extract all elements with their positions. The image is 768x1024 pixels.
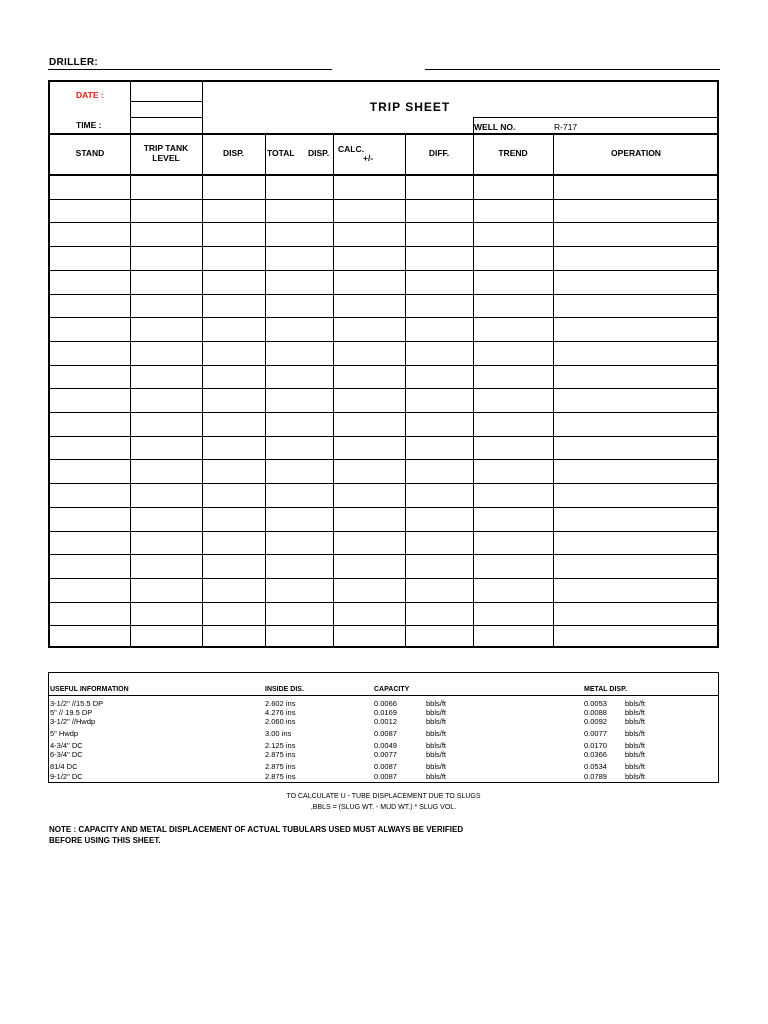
- trip-cell[interactable]: [334, 271, 404, 293]
- trip-cell[interactable]: [554, 555, 718, 577]
- well-no-top: [473, 117, 717, 118]
- useful-info-table: [48, 672, 719, 783]
- trip-cell[interactable]: [131, 460, 201, 482]
- trip-cell[interactable]: [131, 555, 201, 577]
- trip-cell[interactable]: [554, 295, 718, 317]
- trip-cell[interactable]: [203, 626, 264, 648]
- trip-cell[interactable]: [266, 555, 332, 577]
- info-metal-unit: bbls/ft: [625, 717, 646, 726]
- info-header-metal: METAL DISP.: [584, 686, 627, 693]
- trip-cell[interactable]: [131, 389, 201, 411]
- trip-cell[interactable]: [203, 508, 264, 530]
- info-tubular-name: 6-3/4" DC: [50, 750, 83, 759]
- trip-cell[interactable]: [51, 295, 129, 317]
- trip-cell[interactable]: [406, 603, 472, 625]
- trip-cell[interactable]: [554, 532, 718, 554]
- trip-cell[interactable]: [334, 508, 404, 530]
- trip-cell[interactable]: [406, 389, 472, 411]
- trip-cell[interactable]: [266, 318, 332, 340]
- trip-sheet-table: [48, 80, 719, 648]
- trip-cell[interactable]: [406, 200, 472, 222]
- well-no-value: R-717: [554, 122, 578, 132]
- info-metal-disp: 0.0366: [584, 750, 607, 759]
- trip-cell[interactable]: [203, 484, 264, 506]
- trip-cell[interactable]: [474, 508, 552, 530]
- trip-cell[interactable]: [334, 413, 404, 435]
- trip-cell[interactable]: [474, 626, 552, 648]
- trip-cell[interactable]: [203, 271, 264, 293]
- trip-cell[interactable]: [474, 318, 552, 340]
- trip-cell[interactable]: [334, 437, 404, 459]
- trip-cell[interactable]: [554, 342, 718, 364]
- trip-cell[interactable]: [554, 200, 718, 222]
- trip-cell[interactable]: [131, 247, 201, 269]
- info-header-divider: [49, 695, 718, 696]
- trip-cell[interactable]: [51, 413, 129, 435]
- info-capacity: 0.0087: [374, 729, 397, 738]
- trip-cell[interactable]: [406, 555, 472, 577]
- trip-cell[interactable]: [554, 366, 718, 388]
- trip-cell[interactable]: [51, 555, 129, 577]
- header-bottom: [50, 133, 717, 135]
- trip-cell[interactable]: [406, 532, 472, 554]
- trip-cell[interactable]: [131, 579, 201, 601]
- trip-cell[interactable]: [203, 532, 264, 554]
- trip-cell[interactable]: [131, 295, 201, 317]
- trip-cell[interactable]: [131, 484, 201, 506]
- trip-cell[interactable]: [266, 579, 332, 601]
- info-metal-disp: 0.0092: [584, 717, 607, 726]
- info-capacity-unit: bbls/ft: [426, 729, 447, 738]
- trip-cell[interactable]: [406, 223, 472, 245]
- trip-cell[interactable]: [266, 366, 332, 388]
- trip-cell[interactable]: [131, 532, 201, 554]
- trip-cell[interactable]: [474, 437, 552, 459]
- trip-cell[interactable]: [474, 342, 552, 364]
- trip-cell[interactable]: [406, 579, 472, 601]
- col-header-trip-tank: TRIP TANK: [143, 143, 189, 153]
- trip-cell[interactable]: [334, 223, 404, 245]
- trip-cell[interactable]: [203, 460, 264, 482]
- trip-cell[interactable]: [131, 342, 201, 364]
- trip-cell[interactable]: [474, 555, 552, 577]
- trip-cell[interactable]: [131, 437, 201, 459]
- info-capacity-unit: bbls/ft: [426, 717, 447, 726]
- trip-cell[interactable]: [203, 366, 264, 388]
- trip-cell[interactable]: [474, 484, 552, 506]
- trip-cell[interactable]: [406, 342, 472, 364]
- trip-cell[interactable]: [554, 247, 718, 269]
- info-tubular-name: 4-3/4" DC: [50, 741, 83, 750]
- trip-cell[interactable]: [334, 626, 404, 648]
- trip-cell[interactable]: [554, 460, 718, 482]
- trip-cell[interactable]: [131, 366, 201, 388]
- trip-cell[interactable]: [131, 413, 201, 435]
- trip-cell[interactable]: [554, 176, 718, 198]
- date-field-bottom: [130, 101, 202, 102]
- trip-cell[interactable]: [406, 437, 472, 459]
- trip-cell[interactable]: [266, 247, 332, 269]
- trip-cell[interactable]: [266, 200, 332, 222]
- trip-cell[interactable]: [474, 603, 552, 625]
- trip-cell[interactable]: [203, 579, 264, 601]
- trip-cell[interactable]: [51, 223, 129, 245]
- trip-cell[interactable]: [406, 366, 472, 388]
- info-tubular-name: 3-1/2" //15.5 DP: [50, 699, 104, 708]
- trip-cell[interactable]: [51, 200, 129, 222]
- trip-cell[interactable]: [266, 484, 332, 506]
- trip-cell[interactable]: [51, 484, 129, 506]
- trip-cell[interactable]: [406, 247, 472, 269]
- formula-line-1: TO CALCULATE U - TUBE DISPLACEMENT DUE TO SLUGS: [286, 793, 481, 800]
- trip-cell[interactable]: [203, 437, 264, 459]
- info-metal-unit: bbls/ft: [625, 699, 646, 708]
- info-metal-disp: 0.0789: [584, 772, 607, 781]
- info-capacity: 0.0066: [374, 699, 397, 708]
- trip-cell[interactable]: [406, 295, 472, 317]
- info-tubular-name: 5" Hwdp: [50, 729, 79, 738]
- note: [49, 824, 463, 846]
- trip-cell[interactable]: [474, 200, 552, 222]
- trip-cell[interactable]: [266, 532, 332, 554]
- trip-cell[interactable]: [554, 413, 718, 435]
- trip-cell[interactable]: [131, 603, 201, 625]
- trip-cell[interactable]: [203, 318, 264, 340]
- info-tubular-name: 81/4 DC: [50, 762, 78, 771]
- info-metal-unit: bbls/ft: [625, 772, 646, 781]
- trip-cell[interactable]: [131, 200, 201, 222]
- info-metal-disp: 0.0534: [584, 762, 607, 771]
- trip-cell[interactable]: [203, 413, 264, 435]
- trip-cell[interactable]: [51, 271, 129, 293]
- trip-cell[interactable]: [474, 295, 552, 317]
- trip-cell[interactable]: [266, 342, 332, 364]
- trip-cell[interactable]: [51, 460, 129, 482]
- trip-cell[interactable]: [334, 603, 404, 625]
- trip-cell[interactable]: [334, 295, 404, 317]
- trip-cell[interactable]: [51, 366, 129, 388]
- trip-cell[interactable]: [554, 437, 718, 459]
- trip-cell[interactable]: [334, 200, 404, 222]
- trip-cell[interactable]: [131, 223, 201, 245]
- trip-cell[interactable]: [334, 579, 404, 601]
- trip-cell[interactable]: [266, 460, 332, 482]
- trip-cell[interactable]: [474, 366, 552, 388]
- trip-cell[interactable]: [266, 176, 332, 198]
- trip-cell[interactable]: [131, 271, 201, 293]
- info-metal-disp: 0.0077: [584, 729, 607, 738]
- trip-cell[interactable]: [51, 176, 129, 198]
- trip-cell[interactable]: [334, 389, 404, 411]
- time-label: TIME :: [76, 120, 102, 130]
- info-metal-unit: bbls/ft: [625, 741, 646, 750]
- date-field[interactable]: [131, 83, 201, 100]
- trip-cell[interactable]: [266, 223, 332, 245]
- trip-cell[interactable]: [203, 342, 264, 364]
- trip-cell[interactable]: [266, 295, 332, 317]
- info-capacity-unit: bbls/ft: [426, 750, 447, 759]
- trip-cell[interactable]: [406, 508, 472, 530]
- trip-cell[interactable]: [474, 176, 552, 198]
- col-header-disp: DISP.: [222, 148, 245, 158]
- trip-cell[interactable]: [51, 626, 129, 648]
- col-header-stand: STAND: [75, 148, 105, 158]
- info-capacity: 0.0049: [374, 741, 397, 750]
- trip-cell[interactable]: [406, 484, 472, 506]
- trip-cell[interactable]: [554, 271, 718, 293]
- trip-cell[interactable]: [203, 176, 264, 198]
- trip-cell[interactable]: [203, 223, 264, 245]
- info-tubular-name: 9-1/2" DC: [50, 772, 83, 781]
- trip-cell[interactable]: [131, 508, 201, 530]
- info-inside-dia: 2.602 ins: [265, 699, 296, 708]
- info-inside-dia: 4.276 ins: [265, 708, 296, 717]
- trip-cell[interactable]: [554, 508, 718, 530]
- trip-cell[interactable]: [266, 508, 332, 530]
- trip-cell[interactable]: [406, 318, 472, 340]
- trip-cell[interactable]: [334, 555, 404, 577]
- trip-cell[interactable]: [406, 413, 472, 435]
- info-header-inside: INSIDE DIS.: [265, 686, 304, 693]
- trip-cell[interactable]: [203, 603, 264, 625]
- trip-cell[interactable]: [203, 247, 264, 269]
- info-inside-dia: 2.060 ins: [265, 717, 296, 726]
- info-tubular-name: 5" // 19.5 DP: [50, 708, 93, 717]
- col-header-trip-tank-level: LEVEL: [152, 153, 180, 163]
- trip-cell[interactable]: [51, 437, 129, 459]
- trip-cell[interactable]: [334, 532, 404, 554]
- trip-cell[interactable]: [554, 603, 718, 625]
- trip-cell[interactable]: [334, 342, 404, 364]
- col-header-diff: DIFF.: [428, 148, 450, 158]
- trip-cell[interactable]: [51, 318, 129, 340]
- trip-cell[interactable]: [554, 389, 718, 411]
- trip-cell[interactable]: [334, 366, 404, 388]
- trip-cell[interactable]: [554, 484, 718, 506]
- info-inside-dia: 3.00 ins: [265, 729, 292, 738]
- trip-cell[interactable]: [51, 508, 129, 530]
- driller-signature-line: [48, 69, 332, 70]
- trip-cell[interactable]: [203, 200, 264, 222]
- date-label: DATE :: [76, 90, 104, 100]
- well-no-label: WELL NO.: [474, 122, 516, 132]
- trip-cell[interactable]: [266, 437, 332, 459]
- trip-cell[interactable]: [203, 389, 264, 411]
- trip-cell[interactable]: [334, 318, 404, 340]
- info-capacity-unit: bbls/ft: [426, 762, 447, 771]
- trip-cell[interactable]: [334, 484, 404, 506]
- trip-cell[interactable]: [474, 389, 552, 411]
- col-header-total: TOTAL: [267, 148, 295, 158]
- trip-cell[interactable]: [131, 318, 201, 340]
- info-inside-dia: 2.875 ins: [265, 750, 296, 759]
- info-capacity: 0.0087: [374, 762, 397, 771]
- trip-cell[interactable]: [51, 342, 129, 364]
- trip-cell[interactable]: [203, 295, 264, 317]
- trip-cell[interactable]: [51, 579, 129, 601]
- info-metal-unit: bbls/ft: [625, 729, 646, 738]
- info-capacity: 0.0012: [374, 717, 397, 726]
- trip-cell[interactable]: [474, 532, 552, 554]
- col-header-trend: TREND: [498, 148, 528, 158]
- trip-cell[interactable]: [334, 460, 404, 482]
- info-capacity: 0.0169: [374, 708, 397, 717]
- trip-cell[interactable]: [406, 626, 472, 648]
- trip-cell[interactable]: [203, 555, 264, 577]
- info-metal-disp: 0.0170: [584, 741, 607, 750]
- trip-cell[interactable]: [131, 176, 201, 198]
- info-metal-unit: bbls/ft: [625, 708, 646, 717]
- trip-cell[interactable]: [266, 413, 332, 435]
- info-tubular-name: 3-1/2" //Hwdp: [50, 717, 96, 726]
- header-title-divider: [202, 82, 203, 133]
- note-line-2: BEFORE USING THIS SHEET.: [49, 836, 161, 845]
- info-capacity-unit: bbls/ft: [426, 741, 447, 750]
- trip-cell[interactable]: [334, 247, 404, 269]
- trip-cell[interactable]: [474, 579, 552, 601]
- trip-cell[interactable]: [266, 271, 332, 293]
- trip-cell[interactable]: [266, 389, 332, 411]
- info-metal-disp: 0.0053: [584, 699, 607, 708]
- page-title: TRIP SHEET: [369, 100, 451, 114]
- trip-cell[interactable]: [51, 532, 129, 554]
- trip-cell[interactable]: [51, 389, 129, 411]
- info-capacity-unit: bbls/ft: [426, 708, 447, 717]
- col-header-operation: OPERATION: [611, 148, 661, 158]
- info-header-useful: USEFUL INFORMATION: [50, 686, 129, 693]
- trip-cell[interactable]: [334, 176, 404, 198]
- signature-line-right: [425, 69, 720, 70]
- trip-cell[interactable]: [474, 247, 552, 269]
- info-capacity: 0.0077: [374, 750, 397, 759]
- trip-cell[interactable]: [554, 626, 718, 648]
- col-header-calc: CALC.: [338, 144, 364, 154]
- trip-cell[interactable]: [474, 223, 552, 245]
- trip-cell[interactable]: [51, 247, 129, 269]
- info-metal-unit: bbls/ft: [625, 750, 646, 759]
- info-metal-disp: 0.0088: [584, 708, 607, 717]
- info-capacity-unit: bbls/ft: [426, 772, 447, 781]
- trip-cell[interactable]: [406, 176, 472, 198]
- trip-cell[interactable]: [474, 271, 552, 293]
- info-capacity-unit: bbls/ft: [426, 699, 447, 708]
- formula-line-2: ,BBLS = (SLUG WT. - MUD WT.) * SLUG VOL.: [310, 804, 457, 811]
- trip-cell[interactable]: [266, 626, 332, 648]
- info-inside-dia: 2.125 ins: [265, 741, 296, 750]
- trip-cell[interactable]: [266, 603, 332, 625]
- info-inside-dia: 2.875 ins: [265, 762, 296, 771]
- note-line-1: NOTE : CAPACITY AND METAL DISPLACEMENT OF ACTUAL TUBULARS USED MUST ALWAYS BE VERIFIED: [49, 825, 464, 834]
- col-header-calc-sign: +/-: [363, 153, 374, 163]
- info-inside-dia: 2.875 ins: [265, 772, 296, 781]
- trip-cell[interactable]: [406, 271, 472, 293]
- trip-cell[interactable]: [474, 413, 552, 435]
- trip-cell[interactable]: [554, 579, 718, 601]
- info-header-capacity: CAPACITY: [374, 686, 410, 693]
- info-metal-unit: bbls/ft: [625, 762, 646, 771]
- info-capacity: 0.0087: [374, 772, 397, 781]
- trip-cell[interactable]: [51, 603, 129, 625]
- trip-cell[interactable]: [406, 460, 472, 482]
- time-field[interactable]: [131, 118, 201, 132]
- trip-cell[interactable]: [131, 626, 201, 648]
- trip-cell[interactable]: [554, 223, 718, 245]
- trip-cell[interactable]: [554, 318, 718, 340]
- col-header-total-disp: DISP.: [308, 148, 330, 158]
- trip-cell[interactable]: [474, 460, 552, 482]
- driller-label: DRILLER:: [49, 57, 99, 68]
